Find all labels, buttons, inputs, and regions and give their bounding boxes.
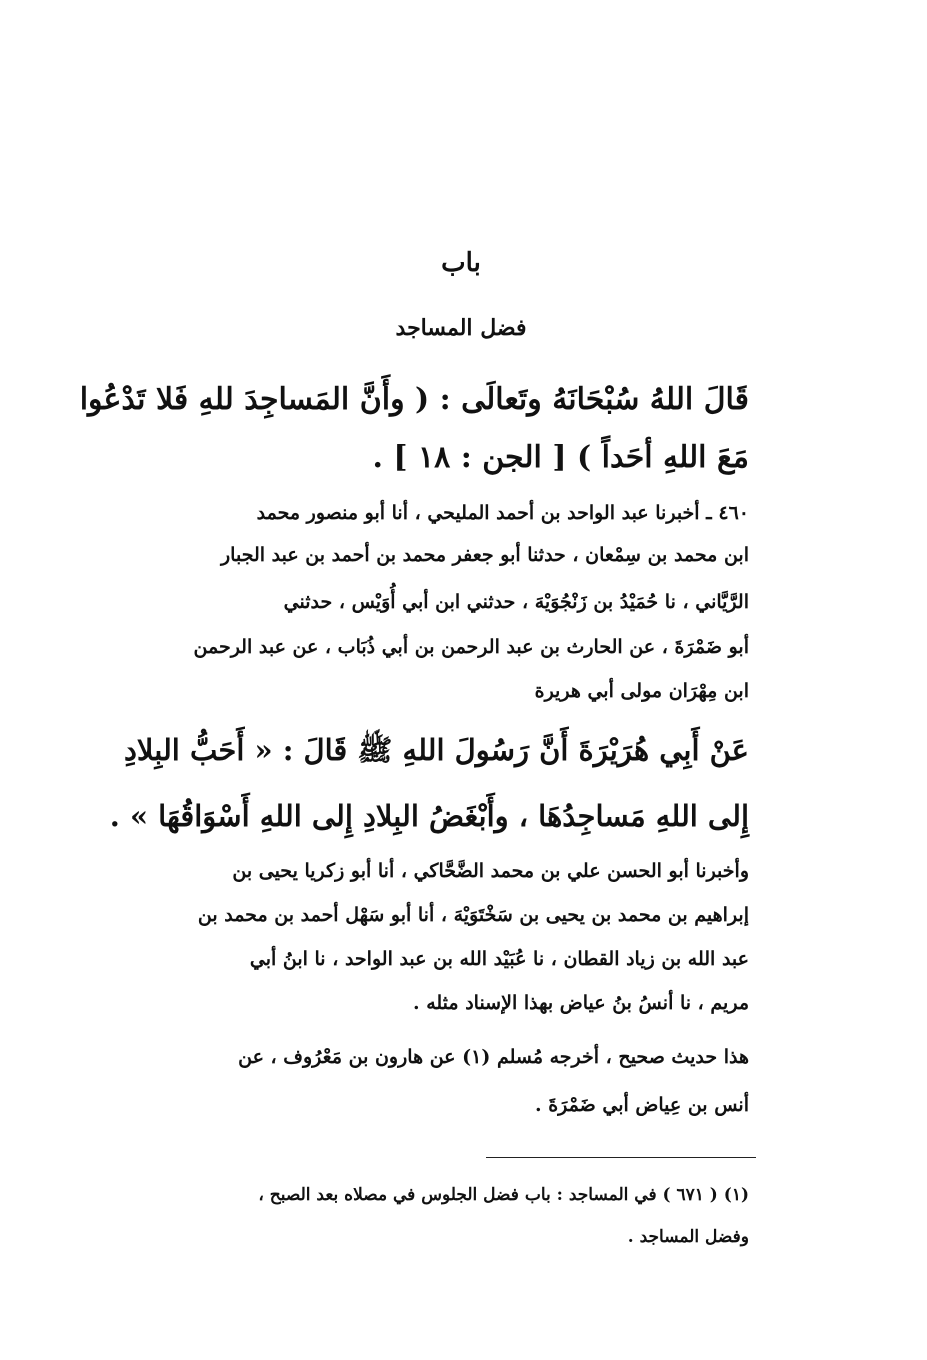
- second-isnad-line-2: إبراهيم بن محمد بن يحيى بن سَخْتَوَيْهَ ، أنا أبو سَهْل أحمد بن محمد بن: [197, 904, 749, 926]
- second-isnad-line-1: وأخبرنا أبو الحسن علي بن محمد الضَّحَّاكي ، أنا أبو زكريا يحيى بن: [232, 860, 749, 882]
- chapter-title: باب: [441, 248, 481, 278]
- isnad-line-1: ٤٦٠ ـ أخبرنا عبد الواحد بن أحمد المليحي ، أنا أبو منصور محمد: [256, 502, 749, 524]
- isnad-line-3: الرَّيَّاني ، نا حُمَيْدُ بن زَنْجُوَيْهَ ، حدثني ابن أبي أُوَيْس ، حدثني: [283, 591, 749, 613]
- isnad-line-5: ابن مِهْرَان مولى أبي هريرة: [534, 680, 749, 702]
- hadith-matn-line-2: إِلى اللهِ مَساجِدُهَا ، وأَبْغَضُ البِلادِ إِلى اللهِ أَسْوَاقُهَا » .: [109, 799, 749, 833]
- isnad-line-2: ابن محمد بن سِمْعان ، حدثنا أبو جعفر محمد بن أحمد بن عبد الجبار: [221, 544, 749, 566]
- footnote-divider: [486, 1157, 756, 1158]
- footnote-line-1: (١) ( ٦٧١ ) في المساجد : باب فضل الجلوس في مصلاه بعد الصبح ،: [258, 1185, 749, 1205]
- quran-quote-line-2: مَعَ اللهِ أحَداً ) [ الجن : ١٨ ] .: [372, 440, 749, 475]
- second-isnad-line-3: عبد الله بن زياد القطان ، نا عُبَيْد الله بن عبد الواحد ، نا ابنُ أبي: [249, 948, 749, 970]
- isnad-line-4: أبو ضَمْرَةَ ، عن الحارث بن عبد الرحمن بن أبي ذُبَاب ، عن عبد الرحمن: [193, 636, 749, 658]
- takhrij-line-1: هذا حديث صحيح ، أخرجه مُسلم (١) عن هارون بن مَعْرُوف ، عن: [238, 1046, 749, 1068]
- hadith-matn-line-1: عَنْ أَبِي هُرَيْرَةَ أَنَّ رَسُولَ اللهِ ﷺ قَالَ : « أَحَبُّ البِلادِ: [123, 733, 749, 767]
- second-isnad-line-4: مريم ، نا أنسُ بنُ عياض بهذا الإسناد مثله .: [412, 992, 749, 1014]
- chapter-subtitle: فضل المساجد: [395, 315, 527, 341]
- takhrij-line-2: أنس بن عِياض أبي ضَمْرَةَ .: [534, 1094, 749, 1116]
- quran-quote-line-1: قَالَ اللهُ سُبْحَانَهُ وتَعالَى : ( وأَنَّ المَساجِدَ للهِ فَلا تَدْعُوا: [79, 382, 749, 417]
- footnote-line-2: وفضل المساجد .: [627, 1227, 749, 1247]
